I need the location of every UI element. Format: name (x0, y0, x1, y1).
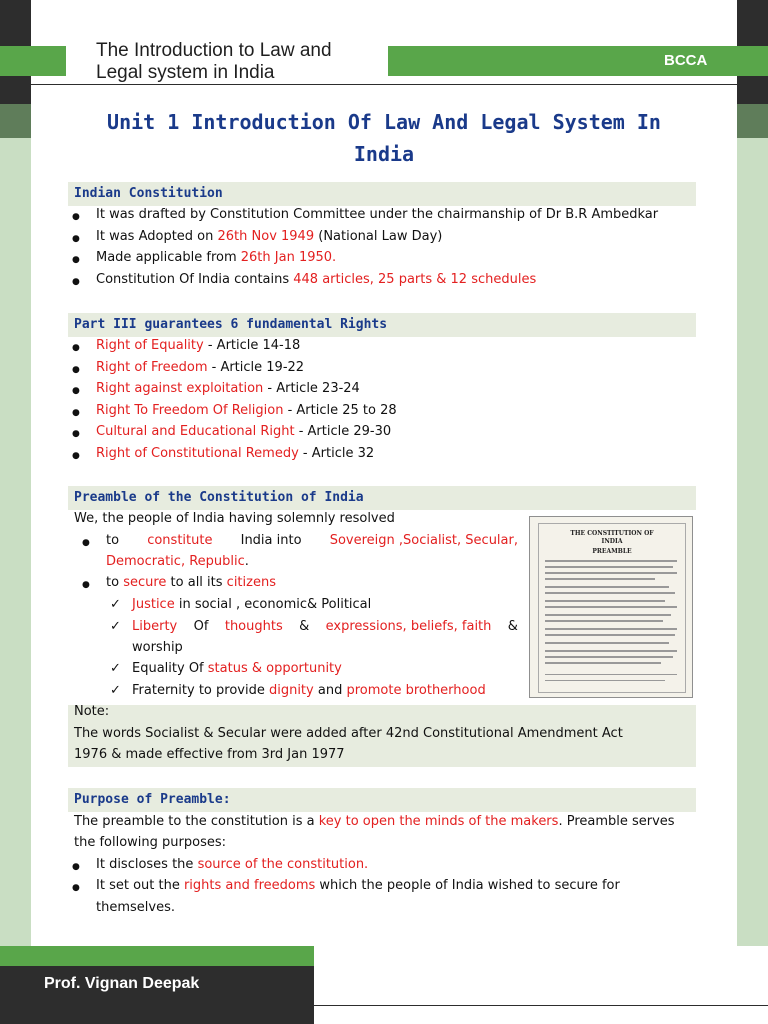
preamble-image-text-line (545, 634, 675, 636)
header-divider (31, 84, 737, 85)
unit-title-line1: Unit 1 Introduction Of Law And Legal System In (107, 110, 661, 134)
preamble-image-text-line (545, 674, 677, 675)
preamble-image-text-line (545, 642, 669, 644)
preamble-item-1-qualities: Sovereign ,Socialist, Secular, (329, 533, 518, 548)
constitution-item-4: Constitution Of India contains 448 articles, 25 parts & 12 schedules (96, 272, 537, 287)
preamble-image-title2: INDIA (601, 538, 623, 545)
preamble-sub-justice: Justice in social , economic& Political (132, 597, 372, 612)
preamble-item-1-to: to (106, 533, 120, 548)
document-title-line2: Legal system in India (96, 62, 275, 83)
preamble-item-2: to secure to all its citizens (106, 575, 276, 590)
author-name: Prof. Vignan Deepak (44, 975, 200, 992)
section-heading-rights: Part III guarantees 6 fundamental Rights (68, 313, 696, 337)
purpose-item-2-cont: themselves. (96, 900, 175, 915)
bullet-icon: ● (72, 212, 80, 222)
right-item-4: Right To Freedom Of Religion - Article 25 to 28 (96, 403, 397, 418)
liberty-of: Of (193, 619, 209, 634)
note-label: Note: (74, 704, 110, 719)
bullet-icon: ● (72, 451, 80, 461)
liberty-thoughts: thoughts (224, 619, 283, 634)
preamble-image-text-line (545, 578, 655, 580)
preamble-image-text-line (545, 662, 661, 664)
section-heading-purpose: Purpose of Preamble: (68, 788, 696, 812)
constitution-item-1: It was drafted by Constitution Committee under the chairmanship of Dr B.R Ambedkar (96, 207, 659, 222)
preamble-image-text-line (545, 680, 665, 681)
footer-green-band (0, 946, 314, 966)
section-heading-constitution: Indian Constitution (68, 182, 696, 206)
left-frame-pale (0, 138, 31, 946)
check-icon: ✓ (110, 597, 121, 612)
liberty-and: & (299, 619, 310, 634)
preamble-intro: We, the people of India having solemnly resolved (74, 511, 395, 526)
liberty-amp: & (507, 619, 518, 634)
header-green-band-right (388, 46, 768, 76)
bullet-icon: ● (72, 386, 80, 396)
preamble-image-border (538, 523, 686, 693)
right-frame-pale (737, 138, 768, 946)
preamble-image-text-line (545, 606, 677, 608)
bullet-icon: ● (72, 277, 80, 287)
preamble-image-text-line (545, 620, 663, 622)
preamble-image-text-line (545, 560, 677, 562)
bullet-icon: ● (72, 862, 80, 872)
bullet-icon: ● (72, 883, 80, 893)
right-item-5: Cultural and Educational Right - Article 29-30 (96, 424, 392, 439)
preamble-image-title3: PREAMBLE (592, 548, 632, 555)
preamble-item-1-constitute: constitute (147, 533, 213, 548)
check-icon: ✓ (110, 683, 121, 698)
left-frame-green (0, 104, 31, 138)
right-item-2: Right of Freedom - Article 19-22 (96, 360, 305, 375)
bullet-icon: ● (82, 538, 90, 548)
section-heading-preamble: Preamble of the Constitution of India (68, 486, 696, 510)
bullet-icon: ● (72, 365, 80, 375)
preamble-item-1-cont: Democratic, Republic. (106, 554, 249, 569)
course-badge: BCCA (664, 52, 708, 69)
preamble-image-text-line (545, 566, 673, 568)
right-item-3: Right against exploitation - Article 23-24 (96, 381, 360, 396)
liberty-word: Liberty (132, 619, 178, 634)
bullet-icon: ● (72, 255, 80, 265)
purpose-line-2: the following purposes: (74, 835, 227, 850)
preamble-image-title1: THE CONSTITUTION OF (570, 530, 654, 537)
unit-title-line2: India (353, 142, 415, 166)
note-line-2: 1976 & made effective from 3rd Jan 1977 (74, 747, 345, 762)
bullet-icon: ● (82, 580, 90, 590)
check-icon: ✓ (110, 619, 121, 634)
preamble-image-text-line (545, 656, 673, 658)
constitution-item-2: It was Adopted on 26th Nov 1949 (National Law Day) (96, 229, 443, 244)
note-line-1 (74, 726, 694, 741)
preamble-sub-equality: Equality Of status & opportunity (132, 661, 342, 676)
constitution-item-3: Made applicable from 26th Jan 1950. (96, 250, 337, 265)
bullet-icon: ● (72, 408, 80, 418)
preamble-item-1-mid: India into (240, 533, 302, 548)
preamble-sub-fraternity: Fraternity to provide dignity and promote brotherhood (132, 683, 486, 698)
check-icon: ✓ (110, 661, 121, 676)
preamble-image-text-line (545, 600, 665, 602)
preamble-sub-liberty-cont: worship (132, 640, 183, 655)
purpose-item-2: It set out the rights and freedoms which the people of India wished to secure for (96, 878, 620, 893)
footer-divider (314, 1005, 768, 1006)
preamble-image-text-line (545, 572, 677, 574)
document-title (96, 40, 332, 84)
preamble-image-text-line (545, 628, 677, 630)
right-item-6: Right of Constitutional Remedy - Article 32 (96, 446, 375, 461)
preamble-image-text-line (545, 650, 677, 652)
bullet-icon: ● (72, 429, 80, 439)
bullet-icon: ● (72, 234, 80, 244)
preamble-item-1 (106, 533, 518, 548)
bullet-icon: ● (72, 343, 80, 353)
document-title-line1: The Introduction to Law and (96, 40, 332, 61)
header-green-band-left (0, 46, 66, 76)
preamble-sub-liberty (132, 619, 518, 634)
purpose-item-1: It discloses the source of the constitution. (96, 857, 369, 872)
preamble-image-text-line (545, 586, 669, 588)
unit-title (74, 106, 694, 170)
right-item-1: Right of Equality - Article 14-18 (96, 338, 301, 353)
liberty-expressions: expressions, beliefs, faith (325, 619, 492, 634)
note-line-1-text: The words Socialist & Secular were added after 42nd Constitutional Amendment Act (74, 726, 623, 741)
preamble-image (529, 516, 693, 698)
preamble-image-text-line (545, 592, 675, 594)
preamble-image-text-line (545, 614, 671, 616)
purpose-line-1: The preamble to the constitution is a key to open the minds of the makers. Preamble serves (74, 814, 675, 829)
right-frame-green (737, 104, 768, 138)
